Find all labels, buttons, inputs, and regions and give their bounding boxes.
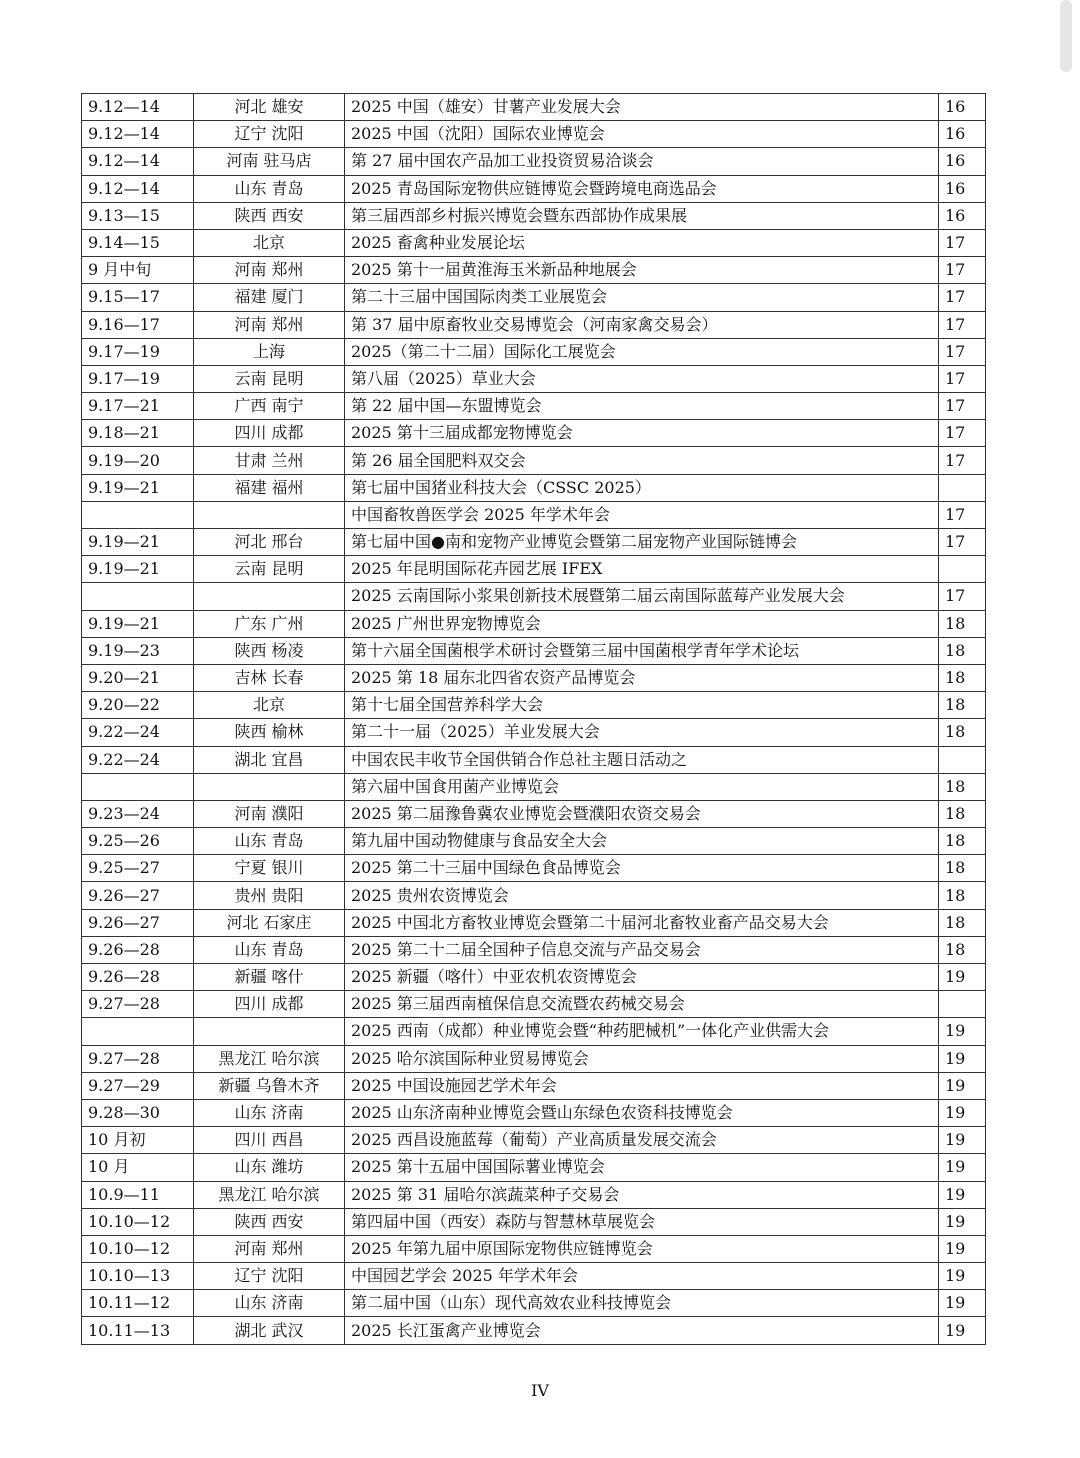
schedule-body <box>82 94 986 1345</box>
table-row <box>82 610 986 637</box>
table-row <box>82 529 986 556</box>
page-number-cell: 18 <box>939 909 986 936</box>
location-cell: 四川 成都 <box>194 991 345 1018</box>
event-title-cell: 2025 第二十二届全国种子信息交流与产品交易会 <box>345 936 939 963</box>
location-cell: 福建 厦门 <box>194 284 345 311</box>
table-row <box>82 637 986 664</box>
date-cell: 9.13—15 <box>82 202 194 229</box>
page-number-cell: 19 <box>939 1208 986 1235</box>
date-cell <box>82 1018 194 1045</box>
page-number-cell: 18 <box>939 828 986 855</box>
table-row <box>82 664 986 691</box>
event-title-cell: 2025 广州世界宠物博览会 <box>345 610 939 637</box>
page-number-cell: 19 <box>939 964 986 991</box>
event-title-cell: 2025（第二十二届）国际化工展览会 <box>345 338 939 365</box>
page-number-cell: 17 <box>939 338 986 365</box>
page-number-cell: 16 <box>939 175 986 202</box>
table-row <box>82 936 986 963</box>
date-cell: 9.19—21 <box>82 474 194 501</box>
location-cell: 山东 济南 <box>194 1290 345 1317</box>
table-row <box>82 229 986 256</box>
page-number-cell: 16 <box>939 148 986 175</box>
table-row <box>82 474 986 501</box>
table-row <box>82 121 986 148</box>
table-row <box>82 855 986 882</box>
page-number-cell: 17 <box>939 529 986 556</box>
location-cell <box>194 501 345 528</box>
date-cell: 9.15—17 <box>82 284 194 311</box>
page-number-cell: 18 <box>939 664 986 691</box>
page-number-cell: 17 <box>939 447 986 474</box>
page-number-cell: 17 <box>939 393 986 420</box>
event-title-cell: 2025 长江蛋禽产业博览会 <box>345 1317 939 1344</box>
event-schedule-table <box>81 93 986 1345</box>
event-title-cell: 第 22 届中国—东盟博览会 <box>345 393 939 420</box>
location-cell: 黑龙江 哈尔滨 <box>194 1045 345 1072</box>
location-cell: 河北 邢台 <box>194 529 345 556</box>
page-number: IV <box>531 1381 549 1400</box>
table-row <box>82 202 986 229</box>
table-row <box>82 800 986 827</box>
location-cell: 河南 驻马店 <box>194 148 345 175</box>
date-cell: 9.20—22 <box>82 692 194 719</box>
event-title-cell: 2025 西昌设施蓝莓（葡萄）产业高质量发展交流会 <box>345 1127 939 1154</box>
date-cell: 9.22—24 <box>82 746 194 773</box>
table-row <box>82 1154 986 1181</box>
date-cell: 9 月中旬 <box>82 257 194 284</box>
date-cell: 9.20—21 <box>82 664 194 691</box>
location-cell: 陕西 榆林 <box>194 719 345 746</box>
location-cell: 宁夏 银川 <box>194 855 345 882</box>
location-cell: 山东 潍坊 <box>194 1154 345 1181</box>
table-row <box>82 393 986 420</box>
date-cell: 10 月 <box>82 1154 194 1181</box>
table-row <box>82 94 986 121</box>
table-row <box>82 284 986 311</box>
page-number-cell: 19 <box>939 1018 986 1045</box>
event-title-cell: 第十六届全国菌根学术研讨会暨第三届中国菌根学青年学术论坛 <box>345 637 939 664</box>
date-cell: 9.19—20 <box>82 447 194 474</box>
date-cell: 10.9—11 <box>82 1181 194 1208</box>
event-title-cell: 第七届中国●南和宠物产业博览会暨第二届宠物产业国际链博会 <box>345 529 939 556</box>
page-number-cell: 17 <box>939 229 986 256</box>
table-row <box>82 909 986 936</box>
location-cell: 河南 濮阳 <box>194 800 345 827</box>
table-row <box>82 991 986 1018</box>
location-cell: 湖北 武汉 <box>194 1317 345 1344</box>
page-number-cell <box>939 991 986 1018</box>
page-number-cell: 16 <box>939 121 986 148</box>
location-cell: 辽宁 沈阳 <box>194 1263 345 1290</box>
location-cell: 甘肃 兰州 <box>194 447 345 474</box>
location-cell <box>194 1018 345 1045</box>
page-number-cell <box>939 474 986 501</box>
event-title-cell: 第 27 届中国农产品加工业投资贸易洽谈会 <box>345 148 939 175</box>
date-cell: 9.25—27 <box>82 855 194 882</box>
event-title-cell: 第 26 届全国肥料双交会 <box>345 447 939 474</box>
page-number-cell: 18 <box>939 610 986 637</box>
event-title-cell: 2025 中国北方畜牧业博览会暨第二十届河北畜牧业畜产品交易大会 <box>345 909 939 936</box>
location-cell: 北京 <box>194 692 345 719</box>
event-title-cell: 2025 第十五届中国国际薯业博览会 <box>345 1154 939 1181</box>
page-number-cell: 17 <box>939 257 986 284</box>
page-number-cell: 17 <box>939 583 986 610</box>
date-cell: 9.22—24 <box>82 719 194 746</box>
event-title-cell: 2025 山东济南种业博览会暨山东绿色农资科技博览会 <box>345 1099 939 1126</box>
event-title-cell: 2025 青岛国际宠物供应链博览会暨跨境电商选品会 <box>345 175 939 202</box>
event-title-cell: 2025 第十一届黄淮海玉米新品种地展会 <box>345 257 939 284</box>
table-row <box>82 338 986 365</box>
date-cell: 9.16—17 <box>82 311 194 338</box>
table-row <box>82 1208 986 1235</box>
page-number-cell: 19 <box>939 1317 986 1344</box>
date-cell: 9.23—24 <box>82 800 194 827</box>
date-cell <box>82 773 194 800</box>
date-cell: 10.11—12 <box>82 1290 194 1317</box>
event-title-cell: 2025 贵州农资博览会 <box>345 882 939 909</box>
date-cell: 10.10—12 <box>82 1208 194 1235</box>
event-title-cell: 2025 年昆明国际花卉园艺展 IFEX <box>345 556 939 583</box>
event-title-cell: 第十七届全国营养科学大会 <box>345 692 939 719</box>
page-number-cell <box>939 746 986 773</box>
event-title-cell: 2025 畜禽种业发展论坛 <box>345 229 939 256</box>
location-cell: 福建 福州 <box>194 474 345 501</box>
event-title-cell: 第九届中国动物健康与食品安全大会 <box>345 828 939 855</box>
table-row <box>82 1018 986 1045</box>
date-cell: 9.12—14 <box>82 148 194 175</box>
table-row <box>82 148 986 175</box>
date-cell: 9.17—19 <box>82 365 194 392</box>
location-cell: 河南 郑州 <box>194 1235 345 1262</box>
date-cell: 9.26—27 <box>82 882 194 909</box>
event-title-cell: 第七届中国猪业科技大会（CSSC 2025） <box>345 474 939 501</box>
event-title-cell: 第二届中国（山东）现代高效农业科技博览会 <box>345 1290 939 1317</box>
page-number-cell: 17 <box>939 501 986 528</box>
page-number-cell: 19 <box>939 1045 986 1072</box>
event-title-cell: 2025 中国（雄安）甘薯产业发展大会 <box>345 94 939 121</box>
date-cell: 9.12—14 <box>82 94 194 121</box>
page-number-cell: 19 <box>939 1154 986 1181</box>
location-cell: 河南 郑州 <box>194 311 345 338</box>
table-row <box>82 556 986 583</box>
location-cell: 湖北 宜昌 <box>194 746 345 773</box>
date-cell: 9.26—28 <box>82 964 194 991</box>
table-row <box>82 1127 986 1154</box>
page-number-cell: 19 <box>939 1072 986 1099</box>
table-row <box>82 719 986 746</box>
location-cell: 陕西 西安 <box>194 1208 345 1235</box>
event-title-cell: 中国园艺学会 2025 年学术年会 <box>345 1263 939 1290</box>
event-title-cell: 第六届中国食用菌产业博览会 <box>345 773 939 800</box>
location-cell: 陕西 杨凌 <box>194 637 345 664</box>
event-title-cell: 2025 第二十三届中国绿色食品博览会 <box>345 855 939 882</box>
location-cell <box>194 583 345 610</box>
table-row <box>82 175 986 202</box>
event-title-cell: 2025 第 18 届东北四省农资产品博览会 <box>345 664 939 691</box>
date-cell: 9.19—21 <box>82 610 194 637</box>
date-cell: 9.25—26 <box>82 828 194 855</box>
date-cell: 10.10—12 <box>82 1235 194 1262</box>
date-cell: 9.17—19 <box>82 338 194 365</box>
event-title-cell: 中国畜牧兽医学会 2025 年学术年会 <box>345 501 939 528</box>
date-cell: 9.18—21 <box>82 420 194 447</box>
location-cell: 山东 青岛 <box>194 175 345 202</box>
date-cell: 9.27—28 <box>82 991 194 1018</box>
event-title-cell: 2025 中国设施园艺学术年会 <box>345 1072 939 1099</box>
location-cell: 广东 广州 <box>194 610 345 637</box>
event-title-cell: 2025 哈尔滨国际种业贸易博览会 <box>345 1045 939 1072</box>
date-cell: 9.19—21 <box>82 529 194 556</box>
table-row <box>82 882 986 909</box>
page-number-cell: 19 <box>939 1181 986 1208</box>
event-title-cell: 2025 云南国际小浆果创新技术展暨第二届云南国际蓝莓产业发展大会 <box>345 583 939 610</box>
location-cell: 河南 郑州 <box>194 257 345 284</box>
event-title-cell: 2025 年第九届中原国际宠物供应链博览会 <box>345 1235 939 1262</box>
location-cell: 陕西 西安 <box>194 202 345 229</box>
location-cell: 新疆 喀什 <box>194 964 345 991</box>
scrollbar[interactable] <box>1060 0 1072 72</box>
location-cell: 山东 青岛 <box>194 828 345 855</box>
date-cell: 10.10—13 <box>82 1263 194 1290</box>
table-row <box>82 1290 986 1317</box>
page-number-cell: 19 <box>939 1127 986 1154</box>
location-cell: 山东 济南 <box>194 1099 345 1126</box>
location-cell: 山东 青岛 <box>194 936 345 963</box>
page-number-cell: 18 <box>939 637 986 664</box>
page-number-cell: 17 <box>939 420 986 447</box>
table-row <box>82 257 986 284</box>
date-cell: 9.27—29 <box>82 1072 194 1099</box>
page-number-cell: 16 <box>939 202 986 229</box>
page-number-cell: 18 <box>939 882 986 909</box>
date-cell: 9.19—23 <box>82 637 194 664</box>
page-number-cell: 19 <box>939 1290 986 1317</box>
table-row <box>82 583 986 610</box>
date-cell: 9.12—14 <box>82 175 194 202</box>
location-cell: 四川 成都 <box>194 420 345 447</box>
date-cell: 10 月初 <box>82 1127 194 1154</box>
event-title-cell: 2025 中国（沈阳）国际农业博览会 <box>345 121 939 148</box>
location-cell: 黑龙江 哈尔滨 <box>194 1181 345 1208</box>
table-row <box>82 447 986 474</box>
date-cell: 9.26—27 <box>82 909 194 936</box>
page-number-cell: 18 <box>939 719 986 746</box>
date-cell: 9.19—21 <box>82 556 194 583</box>
table-row <box>82 1045 986 1072</box>
table-row <box>82 828 986 855</box>
page-number-cell: 19 <box>939 1099 986 1126</box>
table-row <box>82 773 986 800</box>
table-row <box>82 501 986 528</box>
event-title-cell: 中国农民丰收节全国供销合作总社主题日活动之 <box>345 746 939 773</box>
event-title-cell: 第 37 届中原畜牧业交易博览会（河南家禽交易会） <box>345 311 939 338</box>
table-row <box>82 1181 986 1208</box>
page-number-cell: 17 <box>939 284 986 311</box>
location-cell: 新疆 乌鲁木齐 <box>194 1072 345 1099</box>
date-cell <box>82 583 194 610</box>
location-cell: 吉林 长春 <box>194 664 345 691</box>
location-cell: 上海 <box>194 338 345 365</box>
table-row <box>82 1072 986 1099</box>
page-number-cell: 18 <box>939 936 986 963</box>
date-cell: 9.14—15 <box>82 229 194 256</box>
table-row <box>82 420 986 447</box>
location-cell: 云南 昆明 <box>194 556 345 583</box>
location-cell: 河北 石家庄 <box>194 909 345 936</box>
date-cell: 9.28—30 <box>82 1099 194 1126</box>
date-cell: 10.11—13 <box>82 1317 194 1344</box>
table-row <box>82 964 986 991</box>
event-title-cell: 第三届西部乡村振兴博览会暨东西部协作成果展 <box>345 202 939 229</box>
table-row <box>82 365 986 392</box>
location-cell: 贵州 贵阳 <box>194 882 345 909</box>
location-cell: 辽宁 沈阳 <box>194 121 345 148</box>
location-cell: 北京 <box>194 229 345 256</box>
page-number-cell: 17 <box>939 311 986 338</box>
event-title-cell: 2025 第 31 届哈尔滨蔬菜种子交易会 <box>345 1181 939 1208</box>
page-number-cell: 19 <box>939 1235 986 1262</box>
event-title-cell: 第二十三届中国国际肉类工业展览会 <box>345 284 939 311</box>
page-number-cell <box>939 556 986 583</box>
date-cell <box>82 501 194 528</box>
event-title-cell: 第八届（2025）草业大会 <box>345 365 939 392</box>
location-cell: 广西 南宁 <box>194 393 345 420</box>
page-number-cell: 18 <box>939 855 986 882</box>
date-cell: 9.17—21 <box>82 393 194 420</box>
page-number-cell: 16 <box>939 94 986 121</box>
event-title-cell: 第四届中国（西安）森防与智慧林草展览会 <box>345 1208 939 1235</box>
page-number-cell: 17 <box>939 365 986 392</box>
page-number-cell: 18 <box>939 692 986 719</box>
date-cell: 9.12—14 <box>82 121 194 148</box>
table-row <box>82 1317 986 1344</box>
page-number-cell: 19 <box>939 1263 986 1290</box>
event-title-cell: 2025 第二届豫鲁冀农业博览会暨濮阳农资交易会 <box>345 800 939 827</box>
table-row <box>82 746 986 773</box>
event-title-cell: 2025 第三届西南植保信息交流暨农药械交易会 <box>345 991 939 1018</box>
page-number-cell: 18 <box>939 773 986 800</box>
date-cell: 9.26—28 <box>82 936 194 963</box>
location-cell: 四川 西昌 <box>194 1127 345 1154</box>
date-cell: 9.27—28 <box>82 1045 194 1072</box>
table-row <box>82 692 986 719</box>
table-row <box>82 1099 986 1126</box>
table-row <box>82 311 986 338</box>
event-title-cell: 2025 新疆（喀什）中亚农机农资博览会 <box>345 964 939 991</box>
location-cell <box>194 773 345 800</box>
event-title-cell: 2025 西南（成都）种业博览会暨“种药肥械机”一体化产业供需大会 <box>345 1018 939 1045</box>
event-title-cell: 2025 第十三届成都宠物博览会 <box>345 420 939 447</box>
page-number-cell: 18 <box>939 800 986 827</box>
location-cell: 云南 昆明 <box>194 365 345 392</box>
table-row <box>82 1235 986 1262</box>
event-title-cell: 第二十一届（2025）羊业发展大会 <box>345 719 939 746</box>
table-row <box>82 1263 986 1290</box>
location-cell: 河北 雄安 <box>194 94 345 121</box>
